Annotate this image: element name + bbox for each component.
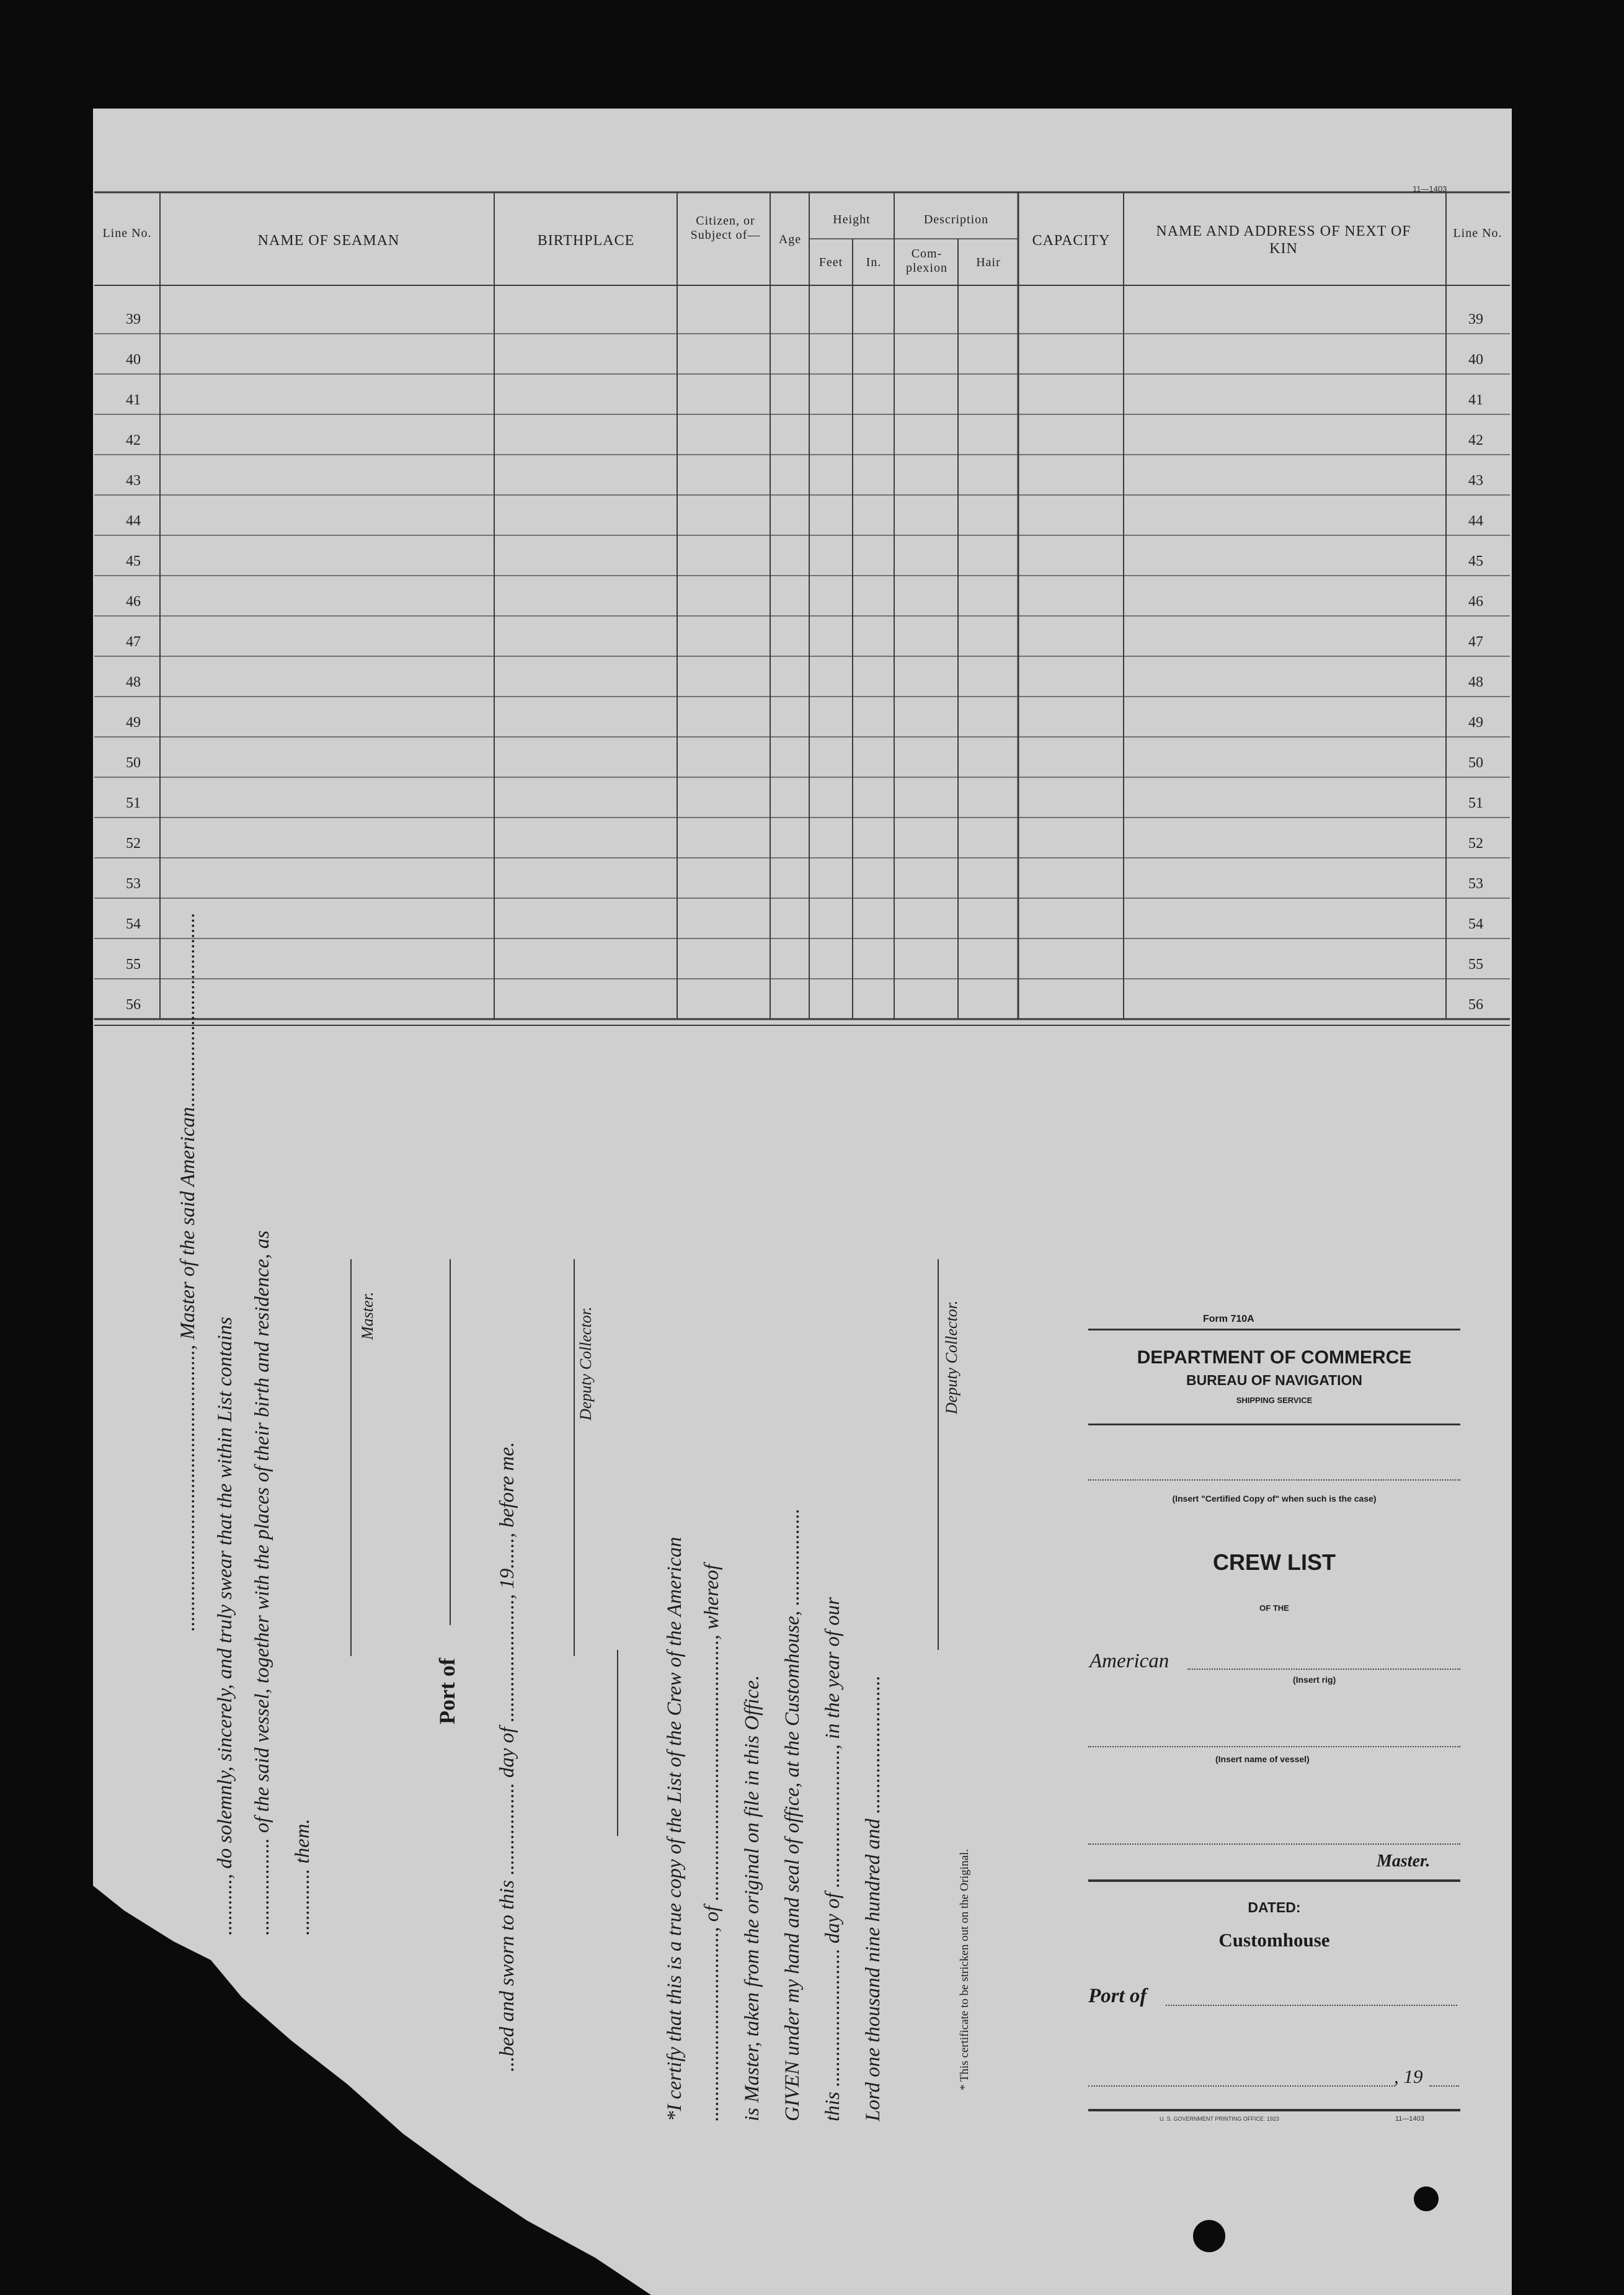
line-number-right: 46 — [1468, 594, 1483, 610]
customhouse-label: Customhouse — [1218, 1929, 1330, 1951]
line-number-left: 45 — [126, 553, 141, 569]
line-number-left: 42 — [126, 432, 141, 448]
line-number-right: 42 — [1468, 432, 1483, 448]
oath-line-2: ..........., do solemnly, sincerely, and truly swear that the within List contains — [214, 1317, 236, 1935]
form-code-top: 11—1403 — [1413, 184, 1447, 194]
line-number-right: 41 — [1468, 392, 1483, 408]
line-number-left: 55 — [126, 956, 141, 973]
master-label: Master. — [358, 1291, 376, 1340]
year-label: , 19 — [1394, 2066, 1423, 2087]
line-number-left: 46 — [126, 594, 141, 610]
header-name: NAME OF SEAMAN — [257, 233, 400, 249]
line-number-left: 49 — [126, 715, 141, 731]
line-number-right: 54 — [1468, 916, 1483, 932]
line-number-right: 43 — [1468, 473, 1483, 489]
line-number-left: 56 — [126, 997, 141, 1013]
line-number-right: 45 — [1468, 553, 1483, 569]
service-title: SHIPPING SERVICE — [1236, 1396, 1313, 1405]
oath-line-3: ................... of the said vessel, together with the places of their birth and residence, as — [251, 1230, 273, 1935]
line-number-right: 52 — [1468, 836, 1483, 852]
header-age: Age — [778, 233, 802, 246]
form-code-bottom: 11—1403 — [1395, 2115, 1424, 2123]
certificate-line-3: is Master, taken from the original on file in this Office. — [741, 1675, 763, 2121]
header-hair: Hair — [976, 256, 1001, 269]
dated-label: DATED: — [1248, 1899, 1301, 1915]
bureau-title: BUREAU OF NAVIGATION — [1186, 1372, 1363, 1388]
of-the-label: OF THE — [1259, 1603, 1289, 1613]
printer-line: U. S. GOVERNMENT PRINTING OFFICE: 1923 — [1160, 2116, 1279, 2122]
header-citizen: Citizen, or Subject of— — [690, 214, 761, 242]
line-number-left: 44 — [126, 513, 141, 529]
header-height: Height — [833, 213, 871, 226]
line-number-left: 43 — [126, 473, 141, 489]
line-number-left: 40 — [126, 352, 141, 368]
header-feet: Feet — [819, 256, 843, 269]
certificate-footnote: * This certificate to be stricken out on the Original. — [958, 1848, 971, 2090]
certificate-line-6: Lord one thousand nine hundred and ........................... — [862, 1675, 884, 2121]
header-description: Description — [923, 213, 989, 226]
line-number-right: 51 — [1468, 795, 1483, 811]
port-of-label: Port of — [1088, 1985, 1147, 2007]
line-number-left: 48 — [126, 674, 141, 690]
oath-port-of: Port of — [435, 1658, 459, 1724]
certificate-line-5: this ........................... day of ..........................., in the year of our — [822, 1597, 844, 2121]
oath-line-4: ............. them. — [291, 1819, 314, 1935]
oath-line-1: ......................................................., Master of the said American...................................... — [177, 912, 199, 1631]
insert-vessel-note: (Insert name of vessel) — [1215, 1754, 1310, 1764]
line-number-left: 51 — [126, 795, 141, 811]
master-cover-label: Master. — [1377, 1852, 1431, 1871]
line-number-left: 47 — [126, 634, 141, 650]
line-number-right: 53 — [1468, 876, 1483, 892]
line-number-right: 44 — [1468, 513, 1483, 529]
header-complexion: Com- plexion — [906, 247, 947, 275]
line-number-right: 49 — [1468, 715, 1483, 731]
deputy-collector-2: Deputy Collector. — [943, 1300, 961, 1414]
line-number-left: 50 — [126, 755, 141, 771]
header-birthplace: BIRTHPLACE — [537, 233, 635, 249]
line-number-right: 56 — [1468, 997, 1483, 1013]
header-inches: In. — [866, 256, 882, 269]
header-line-no-right: Line No. — [1453, 226, 1502, 240]
form-number: Form 710A — [1203, 1314, 1254, 1324]
crew-list-title: CREW LIST — [1213, 1549, 1336, 1575]
department-title: DEPARTMENT OF COMMERCE — [1137, 1347, 1412, 1368]
header-capacity: CAPACITY — [1032, 233, 1111, 249]
line-number-left: 52 — [126, 836, 141, 852]
american-label: American — [1089, 1650, 1169, 1672]
oath-subscribed: ...bed and sworn to this .................. day of ........................, 19......, before me. — [496, 1442, 518, 2072]
line-number-left: 41 — [126, 392, 141, 408]
line-number-right: 40 — [1468, 352, 1483, 368]
line-number-right: 50 — [1468, 755, 1483, 771]
header-line-no: Line No. — [102, 226, 152, 240]
line-number-left: 39 — [126, 311, 141, 328]
insert-rig-note: (Insert rig) — [1293, 1675, 1336, 1685]
line-number-left: 53 — [126, 876, 141, 892]
certificate-line-2: ....................................., of ..................................................., whereof — [701, 1564, 723, 2121]
insert-certified-note: (Insert "Certified Copy of" when such is the case) — [1172, 1494, 1377, 1504]
line-number-right: 48 — [1468, 674, 1483, 690]
certificate-line-4: GIVEN under my hand and seal of office, at the Customhouse, ................... — [781, 1508, 804, 2121]
line-number-left: 54 — [126, 916, 141, 932]
line-number-right: 39 — [1468, 311, 1483, 328]
line-number-right: 55 — [1468, 956, 1483, 973]
certificate-line-1: *I certify that this is a true copy of the List of the Crew of the American — [663, 1536, 686, 2121]
deputy-collector-1: Deputy Collector. — [577, 1306, 595, 1420]
header-next-of-kin: NAME AND ADDRESS OF NEXT OF KIN — [1156, 223, 1411, 257]
line-number-right: 47 — [1468, 634, 1483, 650]
